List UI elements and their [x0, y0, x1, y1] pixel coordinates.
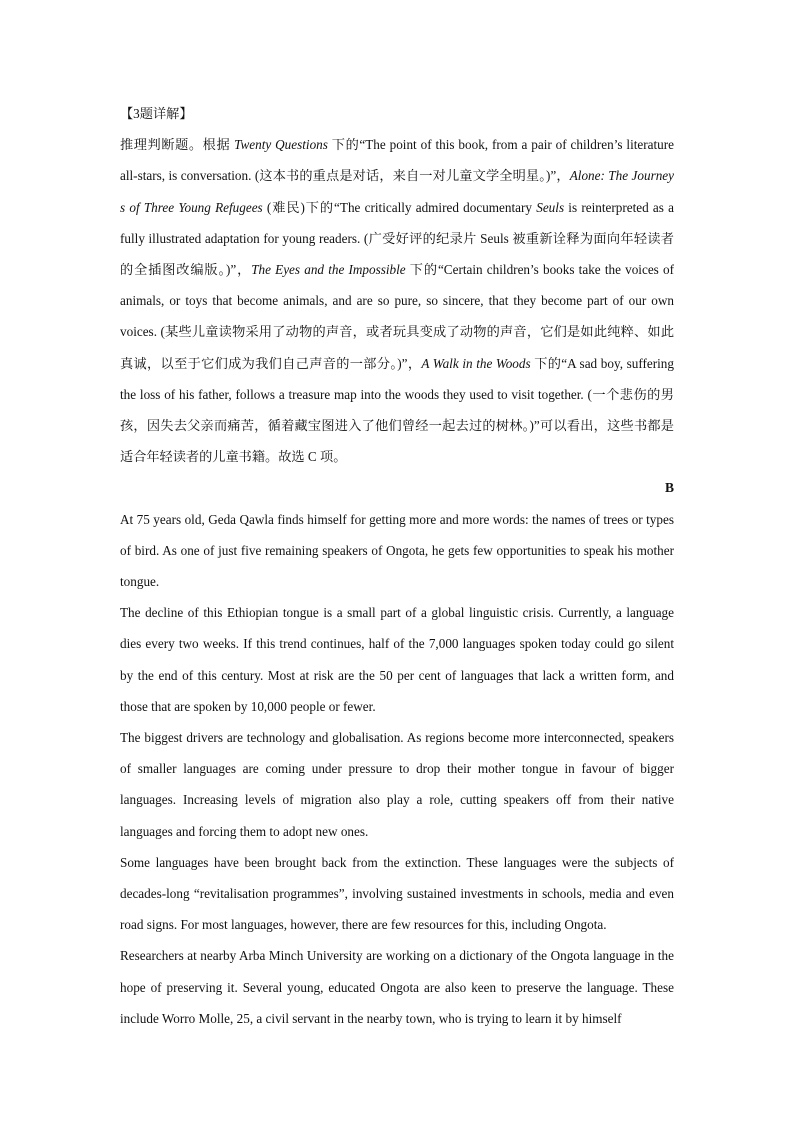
explanation-text: 下的“Certain children’s books take the voices of animals, or toys that become animals, and are so pure, so sincere, that they become part of our own voices. (某些儿童读物采用了动物的声音，或者玩具变成了动物的声音，它们是如此纯粹、如此真诚，以至于它们成为我们自己声音的一部分。)”， [120, 262, 674, 371]
passage-paragraph: Some languages have been brought back from the extinction. These languages were the subjects of decades-long “revitalisation programmes”, involving sustained investments in schools, media and even road signs. For most languages, however, there are few resources for this, including Ongota. [120, 854, 674, 933]
explanation-heading: 【3题详解】 [120, 106, 193, 121]
explanation-text: 推理判断题。根据 [120, 137, 235, 153]
explanation-text: is reinterpreted as a fully illustrated adaptation for young readers. (广受好评的纪录片 Seuls 被重新诠释为面向年轻读者的全插图改编版。)”， [120, 199, 674, 278]
book-title: Alone: The Journey s of Three Young Refugees [120, 168, 675, 215]
explanation-paragraph [120, 129, 674, 472]
passage-paragraph: At 75 years old, Geda Qawla finds himself for getting more and more words: the names of trees or types of bird. As one of just five remaining speakers of Ongota, he gets few opportunities to speak his mother tongue. [120, 511, 674, 590]
explanation-text: 下的“A sad boy, suffering the loss of his father, follows a treasure map into the woods they used to visit together. (一个悲伤的男孩，因失去父亲而痛苦，循着藏宝图进入了他们曾经一起去过的树林。)”可以看出，这些书都是适合年轻读者的儿童书籍。故选 C 项。 [120, 355, 674, 465]
book-title: A Walk in the Woods [421, 355, 531, 371]
explanation-text: (难民)下的“The critically admired documentary [262, 199, 537, 215]
document-body [120, 98, 674, 1034]
passage-paragraph: The decline of this Ethiopian tongue is a small part of a global linguistic crisis. Currently, a language dies every two weeks. If this trend continues, half of the 7,000 languages spoken today could go silent by the end of this century. Most at risk are the 50 per cent of languages that lack a written form, and those that are spoken by 10,000 people or fewer. [120, 605, 674, 714]
passage-paragraph: Researchers at nearby Arba Minch University are working on a dictionary of the Ongota language in the hope of preserving it. Several young, educated Ongota are also keen to preserve the language. These include Worro Molle, 25, a civil servant in the nearby town, who is trying to learn it by himself [120, 948, 674, 1026]
explanation-text: 下的“The point of this book, from a pair of children’s literature all-stars, is conversation. (这本书的重点是对话，来自一对儿童文学全明星。)”， [120, 137, 675, 184]
book-title: Twenty Questions [234, 137, 328, 153]
section-label: B [664, 480, 674, 496]
book-title: The Eyes and the Impossible [251, 262, 406, 278]
book-title: Seuls [536, 199, 565, 215]
passage-paragraph: The biggest drivers are technology and globalisation. As regions become more interconnected, speakers of smaller languages are coming under pressure to drop their mother tongue in favour of bigger languages. Increasing levels of migration also play a role, cutting speakers off from their native languages and forcing them to adopt new ones. [120, 730, 674, 839]
